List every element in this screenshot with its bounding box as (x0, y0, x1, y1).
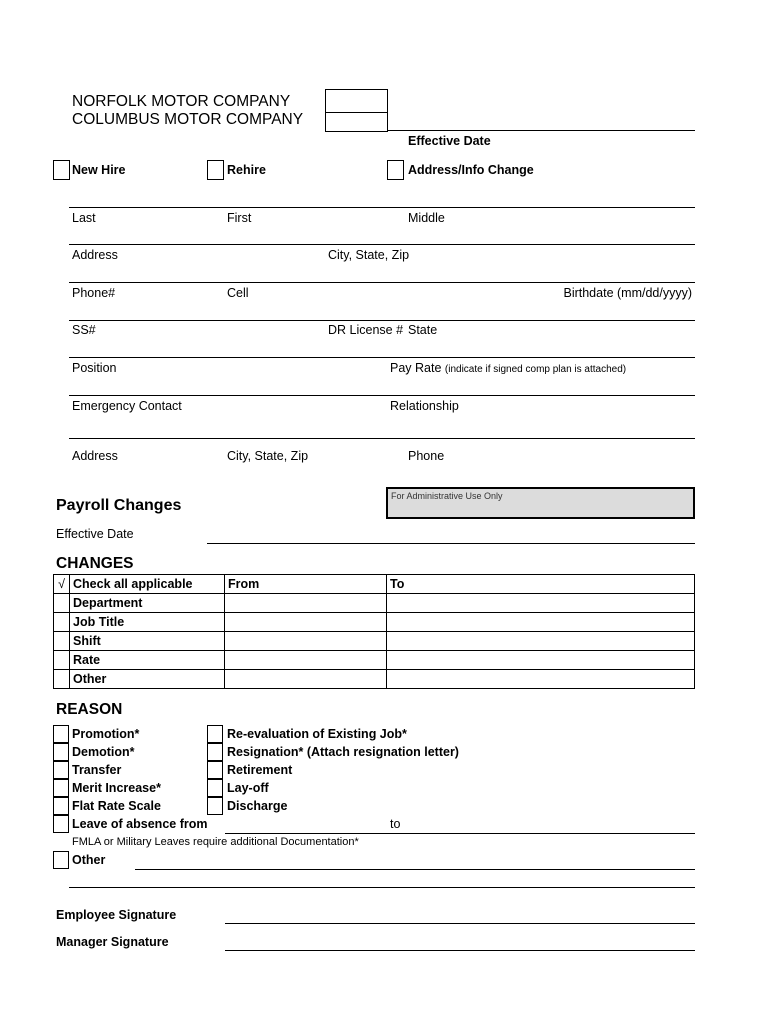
emergency-phone-label: Phone (408, 449, 445, 463)
pay-rate-text: Pay Rate (390, 361, 442, 375)
from-header: From (225, 575, 387, 594)
rate-label: Rate (70, 651, 225, 670)
manager-signature-label: Manager Signature (56, 935, 169, 949)
job-title-from-cell[interactable] (225, 613, 387, 632)
rate-to-cell[interactable] (387, 651, 695, 670)
resignation-checkbox[interactable] (207, 743, 223, 761)
ss-label: SS# (72, 323, 96, 337)
retirement-label: Retirement (227, 763, 293, 777)
manager-signature-line[interactable] (225, 950, 695, 951)
address-change-label: Address/Info Change (408, 163, 534, 177)
check-mark-cell: √ (54, 575, 70, 594)
emergency-contact-label: Emergency Contact (72, 399, 182, 413)
other-reason-label: Other (72, 853, 106, 867)
address-line[interactable] (69, 244, 695, 245)
payroll-effective-date-line[interactable] (207, 543, 695, 544)
table-row (54, 632, 695, 651)
other-reason-line-2[interactable] (69, 887, 695, 888)
admin-use-box (386, 487, 695, 519)
position-line[interactable] (69, 357, 695, 358)
other-from-cell[interactable] (225, 670, 387, 689)
re-evaluation-label: Re-evaluation of Existing Job* (227, 727, 407, 741)
company-name-columbus: COLUMBUS MOTOR COMPANY (72, 111, 304, 128)
other-reason-line[interactable] (135, 869, 695, 870)
effective-date-label: Effective Date (408, 134, 491, 148)
merit-increase-label: Merit Increase* (72, 781, 161, 795)
merit-increase-checkbox[interactable] (53, 779, 69, 797)
leave-of-absence-label: Leave of absence from (72, 817, 208, 831)
department-from-cell[interactable] (225, 594, 387, 613)
rate-from-cell[interactable] (225, 651, 387, 670)
emergency-address-line[interactable] (69, 438, 695, 439)
address-change-checkbox[interactable] (387, 160, 404, 180)
changes-table (53, 574, 695, 689)
payroll-changes-title: Payroll Changes (56, 497, 182, 514)
demotion-label: Demotion* (72, 745, 135, 759)
first-name-label: First (227, 211, 252, 225)
city-state-zip-label: City, State, Zip (328, 248, 410, 262)
leave-to-label: to (390, 817, 401, 831)
employee-signature-label: Employee Signature (56, 908, 177, 922)
company-select-box-columbus[interactable] (325, 112, 388, 132)
leave-dates-line[interactable] (225, 833, 695, 834)
discharge-checkbox[interactable] (207, 797, 223, 815)
fmla-note: FMLA or Military Leaves require additional Documentation* (72, 836, 359, 848)
check-all-header: Check all applicable (70, 575, 225, 594)
name-line[interactable] (69, 207, 695, 208)
shift-label: Shift (70, 632, 225, 651)
emergency-address-label: Address (72, 449, 118, 463)
payroll-effective-date-label: Effective Date (56, 527, 134, 541)
transfer-checkbox[interactable] (53, 761, 69, 779)
pay-rate-note: (indicate if signed comp plan is attached) (444, 364, 627, 375)
resignation-label: Resignation* (Attach resignation letter) (227, 745, 459, 759)
employee-signature-line[interactable] (225, 923, 695, 924)
last-name-label: Last (72, 211, 96, 225)
transfer-label: Transfer (72, 763, 122, 777)
leave-of-absence-checkbox[interactable] (53, 815, 69, 833)
table-row (54, 651, 695, 670)
other-change-checkbox[interactable] (54, 670, 70, 689)
other-reason-checkbox[interactable] (53, 851, 69, 869)
cell-label: Cell (227, 286, 249, 300)
flat-rate-label: Flat Rate Scale (72, 799, 161, 813)
other-to-cell[interactable] (387, 670, 695, 689)
license-state-label: State (408, 323, 438, 337)
ss-line[interactable] (69, 320, 695, 321)
department-to-cell[interactable] (387, 594, 695, 613)
middle-name-label: Middle (408, 211, 445, 225)
rehire-label: Rehire (227, 163, 266, 177)
emergency-contact-line[interactable] (69, 395, 695, 396)
changes-title: CHANGES (56, 555, 134, 572)
flat-rate-checkbox[interactable] (53, 797, 69, 815)
pay-rate-label (390, 361, 626, 377)
new-hire-label: New Hire (72, 163, 126, 177)
dr-license-label: DR License # (328, 323, 404, 337)
shift-to-cell[interactable] (387, 632, 695, 651)
new-hire-checkbox[interactable] (53, 160, 70, 180)
rehire-checkbox[interactable] (207, 160, 224, 180)
emergency-city-state-zip-label: City, State, Zip (227, 449, 309, 463)
job-title-to-cell[interactable] (387, 613, 695, 632)
other-change-label: Other (70, 670, 225, 689)
discharge-label: Discharge (227, 799, 288, 813)
rate-checkbox[interactable] (54, 651, 70, 670)
phone-line[interactable] (69, 282, 695, 283)
address-label: Address (72, 248, 118, 262)
promotion-checkbox[interactable] (53, 725, 69, 743)
birthdate-label: Birthdate (mm/dd/yyyy) (563, 286, 692, 300)
admin-use-label: For Administrative Use Only (391, 491, 503, 501)
department-label: Department (70, 594, 225, 613)
table-row (54, 594, 695, 613)
shift-from-cell[interactable] (225, 632, 387, 651)
table-row (54, 670, 695, 689)
changes-header-row (54, 575, 695, 594)
reason-title: REASON (56, 701, 123, 718)
shift-checkbox[interactable] (54, 632, 70, 651)
relationship-label: Relationship (390, 399, 459, 413)
company-select-box-norfolk[interactable] (325, 89, 388, 113)
table-row (54, 613, 695, 632)
lay-off-label: Lay-off (227, 781, 269, 795)
phone-label: Phone# (72, 286, 116, 300)
department-checkbox[interactable] (54, 594, 70, 613)
re-evaluation-checkbox[interactable] (207, 725, 223, 743)
to-header: To (387, 575, 695, 594)
promotion-label: Promotion* (72, 727, 140, 741)
effective-date-line[interactable] (388, 130, 695, 131)
company-name-norfolk: NORFOLK MOTOR COMPANY (72, 93, 291, 110)
retirement-checkbox[interactable] (207, 761, 223, 779)
position-label: Position (72, 361, 117, 375)
job-title-label: Job Title (70, 613, 225, 632)
job-title-checkbox[interactable] (54, 613, 70, 632)
demotion-checkbox[interactable] (53, 743, 69, 761)
lay-off-checkbox[interactable] (207, 779, 223, 797)
